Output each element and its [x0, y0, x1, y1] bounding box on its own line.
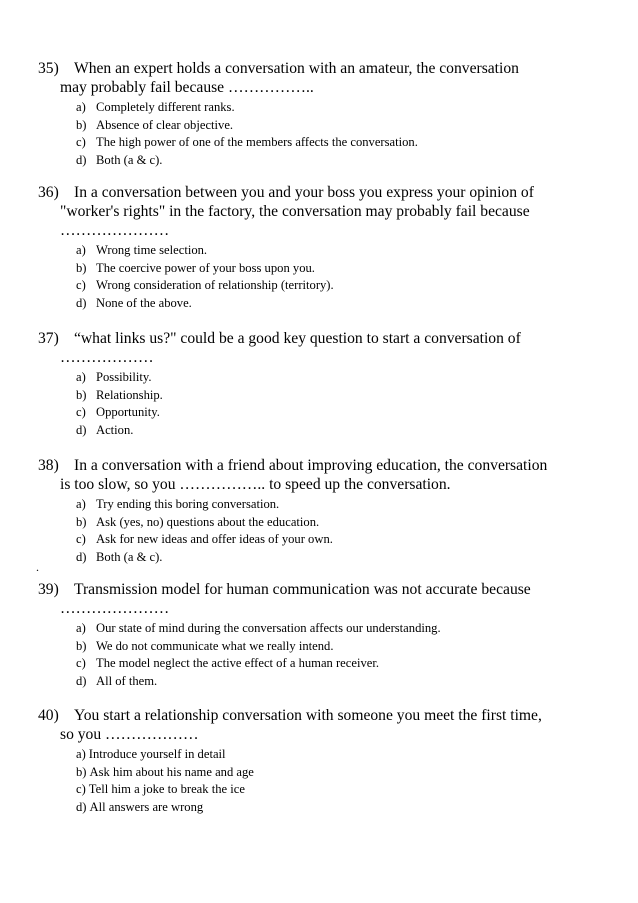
question-line: In a conversation with a friend about improving education, the conversation: [74, 457, 548, 474]
question-38: [38, 456, 613, 566]
question-text: [38, 456, 613, 494]
answer-option-b: b) Ask (yes, no) questions about the education.: [76, 514, 320, 529]
question-line: "worker's rights" in the factory, the conversation may probably fail because: [60, 203, 530, 220]
question-line: In a conversation between you and your boss you express your opinion of: [74, 184, 534, 201]
question-line: so you ………………: [60, 726, 199, 743]
stray-mark: .: [36, 560, 39, 574]
answer-option-b: b) Relationship.: [76, 387, 163, 402]
question-37: [38, 329, 613, 439]
question-number: 36): [38, 184, 59, 201]
answer-options: [38, 242, 613, 312]
question-text: [38, 329, 613, 367]
question-text: [38, 706, 613, 744]
answer-option-c: c) Ask for new ideas and offer ideas of your own.: [76, 532, 333, 546]
question-35: [38, 59, 613, 169]
answer-option-b: b) Absence of clear objective.: [76, 117, 234, 132]
answer-option-c: c) Tell him a joke to break the ice: [76, 782, 245, 796]
answer-option-a: a) Try ending this boring conversation.: [76, 497, 280, 511]
answer-option-d: d) Action.: [76, 422, 134, 437]
question-line: When an expert holds a conversation with an amateur, the conversation: [74, 60, 519, 77]
answer-option-a: a) Wrong time selection.: [76, 243, 208, 257]
answer-option-c: c) Opportunity.: [76, 405, 160, 419]
answer-options: [38, 746, 613, 816]
question-line: ………………: [60, 349, 154, 366]
answer-option-d: d) All answers are wrong: [76, 799, 204, 814]
question-line: may probably fail because ……………..: [60, 79, 314, 96]
answer-option-c: c) The high power of one of the members affects the conversation.: [76, 135, 418, 149]
answer-options: [38, 496, 613, 566]
question-number: 35): [38, 60, 59, 77]
answer-option-d: d) All of them.: [76, 673, 158, 688]
question-line: “what links us?" could be a good key question to start a conversation of: [74, 330, 521, 347]
answer-option-a: a) Completely different ranks.: [76, 100, 235, 114]
answer-option-b: b) Ask him about his name and age: [76, 764, 254, 779]
answer-options: [38, 99, 613, 169]
question-line: …………………: [60, 600, 170, 617]
question-number: 39): [38, 581, 59, 598]
question-text: [38, 183, 613, 240]
question-36: [38, 183, 613, 312]
answer-option-a: a) Our state of mind during the conversation affects our understanding.: [76, 621, 441, 635]
answer-option-b: b) The coercive power of your boss upon you.: [76, 260, 315, 275]
answer-option-d: d) Both (a & c).: [76, 549, 163, 564]
answer-option-c: c) The model neglect the active effect of a human receiver.: [76, 656, 379, 670]
answer-option-d: d) Both (a & c).: [76, 152, 163, 167]
question-text: [38, 59, 613, 97]
question-number: 38): [38, 457, 59, 474]
answer-options: [38, 369, 613, 439]
question-line: is too slow, so you …………….. to speed up the conversation.: [60, 476, 451, 493]
question-line: Transmission model for human communication was not accurate because: [74, 581, 531, 598]
answer-option-a: a) Introduce yourself in detail: [76, 747, 226, 761]
answer-option-d: d) None of the above.: [76, 295, 192, 310]
question-line: You start a relationship conversation with someone you meet the first time,: [74, 707, 542, 724]
question-number: 40): [38, 707, 59, 724]
question-number: 37): [38, 330, 59, 347]
answer-option-a: a) Possibility.: [76, 370, 152, 384]
answer-option-b: b) We do not communicate what we really intend.: [76, 638, 334, 653]
question-39: [38, 580, 613, 690]
question-40: [38, 706, 613, 816]
question-text: [38, 580, 613, 618]
answer-option-c: c) Wrong consideration of relationship (territory).: [76, 278, 334, 292]
question-line: …………………: [60, 222, 170, 239]
answer-options: [38, 620, 613, 690]
